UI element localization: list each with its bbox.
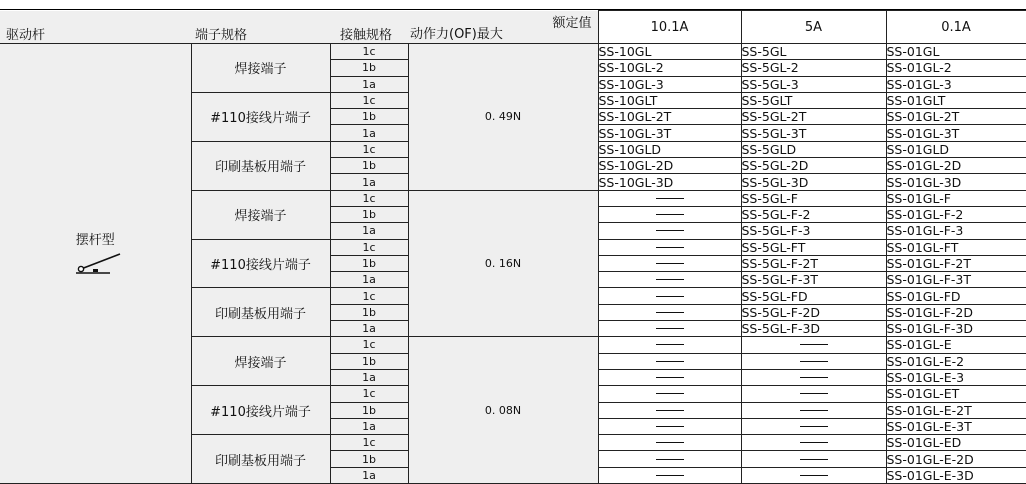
switch-spec-table	[0, 10, 1026, 484]
model-number: SS-5GL-F-2	[741, 206, 886, 222]
model-number: SS-5GL-F-3	[741, 223, 886, 239]
contact-form: 1a	[330, 272, 408, 288]
contact-form: 1c	[330, 337, 408, 353]
dash-mark	[800, 377, 828, 378]
contact-form: 1a	[330, 467, 408, 483]
contact-form: 1b	[330, 304, 408, 320]
not-available-cell	[598, 435, 741, 451]
model-number: SS-01GL-F-3D	[886, 321, 1026, 337]
dash-mark	[656, 361, 684, 362]
operating-force: 0. 08N	[408, 337, 598, 484]
model-number: SS-01GL-ED	[886, 435, 1026, 451]
actuator-cell	[0, 44, 191, 484]
not-available-cell	[598, 321, 741, 337]
spec-body	[0, 44, 1026, 484]
dash-mark	[800, 459, 828, 460]
model-number: SS-01GL-2T	[886, 109, 1026, 125]
not-available-cell	[741, 467, 886, 483]
terminal-type: #110接线片端子	[191, 239, 330, 288]
model-number: SS-5GLT	[741, 92, 886, 108]
model-number: SS-10GL-2	[598, 60, 741, 76]
model-number: SS-5GL-3	[741, 76, 886, 92]
not-available-cell	[598, 190, 741, 206]
dash-mark	[800, 393, 828, 394]
dash-mark	[800, 475, 828, 476]
model-number: SS-01GL-3D	[886, 174, 1026, 190]
model-number: SS-5GL-2	[741, 60, 886, 76]
model-number: SS-01GL-E-3T	[886, 418, 1026, 434]
model-number: SS-01GL-F-2D	[886, 304, 1026, 320]
not-available-cell	[598, 467, 741, 483]
model-number: SS-5GL-2T	[741, 109, 886, 125]
contact-form: 1c	[330, 44, 408, 60]
header-current-10a: 10.1A	[598, 11, 741, 44]
dash-mark	[656, 198, 684, 199]
dash-mark	[656, 442, 684, 443]
dash-mark	[656, 475, 684, 476]
contact-form: 1a	[330, 125, 408, 141]
table-row	[0, 44, 1026, 60]
contact-form: 1c	[330, 239, 408, 255]
contact-form: 1c	[330, 435, 408, 451]
model-number: SS-01GLD	[886, 141, 1026, 157]
not-available-cell	[741, 369, 886, 385]
header-of-max: 动作力(OF)最大	[410, 27, 503, 42]
model-number: SS-5GL-3T	[741, 125, 886, 141]
model-number: SS-01GL-E	[886, 337, 1026, 353]
header-current-01a: 0.1A	[886, 11, 1026, 44]
contact-form: 1b	[330, 206, 408, 222]
contact-form: 1b	[330, 60, 408, 76]
model-number: SS-10GL-3T	[598, 125, 741, 141]
contact-form: 1b	[330, 255, 408, 271]
contact-form: 1a	[330, 321, 408, 337]
not-available-cell	[598, 353, 741, 369]
dash-mark	[656, 426, 684, 427]
model-number: SS-10GL-3D	[598, 174, 741, 190]
contact-form: 1c	[330, 190, 408, 206]
contact-form: 1c	[330, 288, 408, 304]
header-contact: 接触规格	[330, 11, 408, 44]
not-available-cell	[741, 402, 886, 418]
terminal-type: #110接线片端子	[191, 92, 330, 141]
not-available-cell	[598, 337, 741, 353]
model-number: SS-01GL-F-2	[886, 206, 1026, 222]
actuator-wrap	[0, 44, 191, 276]
dash-mark	[656, 263, 684, 264]
model-number: SS-01GL-E-2T	[886, 402, 1026, 418]
not-available-cell	[741, 337, 886, 353]
header-actuator: 驱动杆	[0, 11, 191, 44]
not-available-cell	[741, 418, 886, 434]
dash-mark	[656, 296, 684, 297]
terminal-type: 焊接端子	[191, 190, 330, 239]
not-available-cell	[741, 435, 886, 451]
dash-mark	[800, 410, 828, 411]
model-number: SS-5GL-F-3D	[741, 321, 886, 337]
model-number: SS-01GL-2	[886, 60, 1026, 76]
not-available-cell	[598, 255, 741, 271]
contact-form: 1b	[330, 158, 408, 174]
contact-form: 1b	[330, 402, 408, 418]
hinge-lever-icon	[68, 252, 122, 276]
not-available-cell	[598, 418, 741, 434]
not-available-cell	[598, 451, 741, 467]
contact-form: 1b	[330, 353, 408, 369]
dash-mark	[656, 279, 684, 280]
model-number: SS-10GL-3	[598, 76, 741, 92]
model-number: SS-01GL-ET	[886, 386, 1026, 402]
dash-mark	[656, 247, 684, 248]
model-number: SS-01GL-F	[886, 190, 1026, 206]
contact-form: 1c	[330, 92, 408, 108]
model-number: SS-01GL-E-3D	[886, 467, 1026, 483]
model-number: SS-01GL-F-2T	[886, 255, 1026, 271]
header-current-5a: 5A	[741, 11, 886, 44]
dash-mark	[800, 442, 828, 443]
contact-form: 1a	[330, 369, 408, 385]
model-number: SS-01GL-FT	[886, 239, 1026, 255]
not-available-cell	[741, 353, 886, 369]
not-available-cell	[598, 304, 741, 320]
terminal-type: 印刷基板用端子	[191, 288, 330, 337]
dash-mark	[800, 426, 828, 427]
model-number: SS-01GL-2D	[886, 158, 1026, 174]
model-number: SS-01GL-E-2D	[886, 451, 1026, 467]
model-number: SS-01GL-E-3	[886, 369, 1026, 385]
model-number: SS-10GL-2T	[598, 109, 741, 125]
terminal-type: 焊接端子	[191, 337, 330, 386]
model-number: SS-5GL-F	[741, 190, 886, 206]
not-available-cell	[598, 402, 741, 418]
actuator-label: 摆杆型	[75, 233, 115, 248]
model-number: SS-5GLD	[741, 141, 886, 157]
model-number: SS-5GL-F-2D	[741, 304, 886, 320]
model-number: SS-5GL-FD	[741, 288, 886, 304]
model-number: SS-01GL-F-3T	[886, 272, 1026, 288]
contact-form: 1b	[330, 109, 408, 125]
model-number: SS-01GL	[886, 44, 1026, 60]
contact-form: 1b	[330, 451, 408, 467]
model-number: SS-5GL-2D	[741, 158, 886, 174]
dash-mark	[656, 410, 684, 411]
dash-mark	[656, 230, 684, 231]
terminal-type: #110接线片端子	[191, 386, 330, 435]
model-number: SS-10GLD	[598, 141, 741, 157]
not-available-cell	[741, 386, 886, 402]
dash-mark	[656, 312, 684, 313]
contact-form: 1a	[330, 223, 408, 239]
dash-mark	[656, 459, 684, 460]
model-number: SS-5GL-3D	[741, 174, 886, 190]
header-rated: 额定值	[552, 15, 592, 31]
contact-form: 1a	[330, 418, 408, 434]
header-rated-force	[408, 11, 598, 44]
operating-force: 0. 49N	[408, 44, 598, 191]
header-terminal: 端子规格	[191, 11, 330, 44]
model-number: SS-10GL-2D	[598, 158, 741, 174]
model-number: SS-01GL-E-2	[886, 353, 1026, 369]
terminal-type: 印刷基板用端子	[191, 141, 330, 190]
contact-form: 1a	[330, 174, 408, 190]
model-number: SS-01GL-3T	[886, 125, 1026, 141]
not-available-cell	[598, 369, 741, 385]
model-number: SS-01GL-3	[886, 76, 1026, 92]
terminal-type: 印刷基板用端子	[191, 435, 330, 484]
terminal-type: 焊接端子	[191, 44, 330, 93]
operating-force: 0. 16N	[408, 190, 598, 337]
model-number: SS-01GL-F-3	[886, 223, 1026, 239]
model-number: SS-5GL	[741, 44, 886, 60]
model-number: SS-5GL-F-3T	[741, 272, 886, 288]
not-available-cell	[741, 451, 886, 467]
model-number: SS-10GLT	[598, 92, 741, 108]
not-available-cell	[598, 223, 741, 239]
not-available-cell	[598, 206, 741, 222]
model-number: SS-01GL-FD	[886, 288, 1026, 304]
contact-form: 1c	[330, 386, 408, 402]
contact-form: 1c	[330, 141, 408, 157]
dash-mark	[656, 377, 684, 378]
model-number: SS-01GLT	[886, 92, 1026, 108]
dash-mark	[656, 393, 684, 394]
model-number: SS-5GL-F-2T	[741, 255, 886, 271]
not-available-cell	[598, 288, 741, 304]
dash-mark	[656, 214, 684, 215]
contact-form: 1a	[330, 76, 408, 92]
dash-mark	[656, 344, 684, 345]
header-row	[0, 11, 1026, 44]
model-number: SS-5GL-FT	[741, 239, 886, 255]
dash-mark	[800, 344, 828, 345]
model-number: SS-10GL	[598, 44, 741, 60]
dash-mark	[656, 328, 684, 329]
dash-mark	[800, 361, 828, 362]
not-available-cell	[598, 239, 741, 255]
not-available-cell	[598, 386, 741, 402]
not-available-cell	[598, 272, 741, 288]
